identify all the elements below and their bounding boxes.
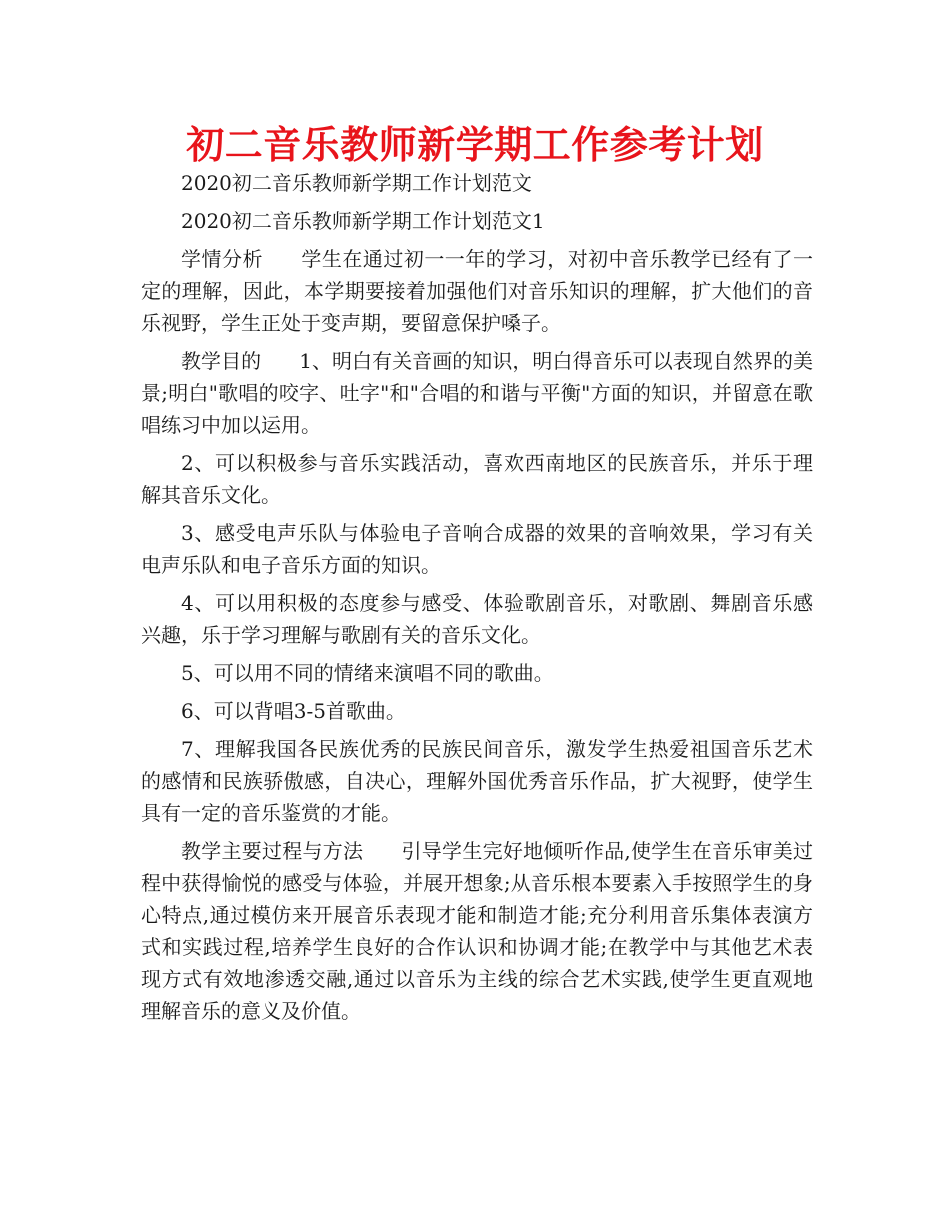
heading-teaching-goals: 教学目的: [181, 349, 262, 373]
paragraph-learning-analysis: [141, 243, 813, 339]
goal-item-3: 3、感受电声乐队与体验电子音响合成器的效果的音响效果，学习有关电声乐队和电子音乐方面的知识。: [141, 521, 813, 577]
heading-learning-analysis: 学情分析: [181, 247, 263, 271]
heading-teaching-methods: 教学主要过程与方法: [181, 839, 364, 863]
goal-item-6: 6、可以背唱3-5首歌曲。: [181, 699, 406, 723]
goal-item-7: 7、理解我国各民族优秀的民族民间音乐，激发学生热爱祖国音乐艺术的感情和民族骄傲感，自决心，理解外国优秀音乐作品，扩大视野，使学生具有一定的音乐鉴赏的才能。: [141, 737, 813, 825]
goal-item-4: 4、可以用积极的态度参与感受、体验歌剧音乐，对歌剧、舞剧音乐感兴趣，乐于学习理解与歌剧有关的音乐文化。: [141, 591, 813, 647]
text-teaching-methods: 引导学生完好地倾听作品,使学生在音乐审美过程中获得愉悦的感受与体验，并展开想象;从音乐根本要素入手按照学生的身心特点,通过模仿来开展音乐表现才能和制造才能;充分利用音乐集体表演方式和实践过程,培养学生良好的合作认识和协调才能;在教学中与其他艺术表现方式有效地渗透交融,通过以音乐为主线的综合艺术实践,使学生更直观地理解音乐的意义及价值。: [141, 839, 814, 1023]
paragraph-teaching-methods: [141, 835, 813, 1027]
subtitle-line-2: 2020初二音乐教师新学期工作计划范文1: [181, 209, 545, 233]
subtitle-line-1: 2020初二音乐教师新学期工作计划范文: [181, 171, 532, 195]
text-teaching-goals: 1、明白有关音画的知识，明白得音乐可以表现自然界的美景;明白"歌唱的咬字、吐字"和"合唱的和谐与平衡"方面的知识，并留意在歌唱练习中加以运用。: [141, 349, 814, 437]
goal-item-2: 2、可以积极参与音乐实践活动，喜欢西南地区的民族音乐，并乐于理解其音乐文化。: [141, 451, 813, 507]
goal-item-5: 5、可以用不同的情绪来演唱不同的歌曲。: [181, 661, 554, 685]
document-body: [141, 167, 813, 1033]
document-title: 初二音乐教师新学期工作参考计划: [186, 123, 764, 167]
text-learning-analysis: 学生在通过初一一年的学习，对初中音乐教学已经有了一定的理解，因此，本学期要接着加强他们对音乐知识的理解，扩大他们的音乐视野，学生正处于变声期，要留意保护嗓子。: [141, 247, 814, 335]
paragraph-teaching-goals: [141, 345, 813, 441]
